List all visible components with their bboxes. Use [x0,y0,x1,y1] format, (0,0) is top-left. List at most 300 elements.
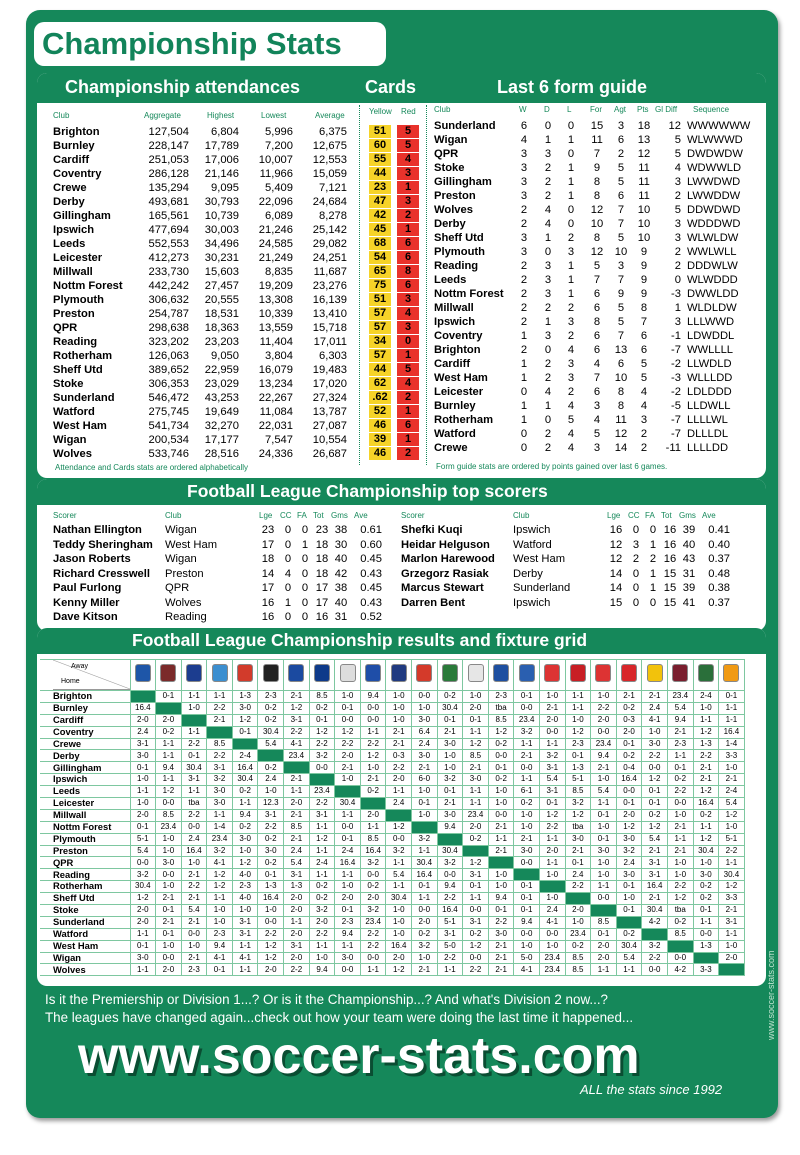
grid-result-cell: 1-1 [488,833,514,845]
grid-result-cell: 2-4 [719,786,745,798]
form-agt-cell: 6 [617,190,625,202]
club-crest-icon [212,664,228,682]
grid-result-cell: 5.4 [284,857,310,869]
att-highest-cell: 15,603 [204,266,239,278]
form-agt-cell: 10 [614,246,628,258]
scorer-stat: 30 [334,538,348,551]
yellow-card-count: 55 [369,153,391,166]
grid-result-cell: 2-0 [616,726,642,738]
scorer-stat: 0 [632,582,640,594]
scorer-column-6 [679,523,699,610]
form-diff-cell: 4 [674,162,681,174]
grid-diagonal-cell [540,881,566,893]
att-club-cell: Sheff Utd [53,364,103,376]
scorer-stat: 40 [334,553,348,565]
form-l-cell: 1 [567,176,575,188]
grid-result-cell: 5-0 [514,952,540,964]
att-average-cell: 8,278 [319,210,347,222]
club-crest-icon [284,660,310,691]
grid-result-cell: 1-2 [309,833,335,845]
form-pts-cell: 9 [640,260,648,272]
grid-home-club: Burnley [40,702,130,714]
form-agt-cell: 5 [617,316,625,328]
form-pts-cell: 9 [640,274,648,286]
att-club-cell: Leicester [53,252,103,264]
grid-result-cell: 2-0 [284,952,310,964]
grid-result-cell: 1-1 [335,869,361,881]
grid-result-cell: 1-1 [335,809,361,821]
form-club-cell: Reading [434,260,479,272]
grid-result-cell: 1-3 [693,940,719,952]
grid-row [40,762,744,774]
grid-result-cell: 2-0 [284,928,310,940]
grid-result-cell: 0-1 [591,833,617,845]
att-average-cell: 13,410 [312,308,347,320]
grid-result-cell: 2-2 [207,750,233,762]
scorer-stat: 15 [609,596,623,609]
scorer-stat: 0.48 [708,567,730,580]
grid-result-cell: 0-1 [616,905,642,917]
grid-result-cell: 3-3 [693,964,719,976]
att-highest-cell: 6,804 [211,126,239,138]
form-sequence-cell: DWDWDW [687,148,743,160]
grid-result-cell: 0-0 [667,952,693,964]
grid-row [40,952,744,964]
grid-result-cell: 2-0 [565,905,591,917]
scorer-header-5: Tot [313,511,324,520]
grid-row [40,905,744,917]
grid-result-cell: 30.4 [437,845,463,857]
form-for-cell: 8 [593,190,601,202]
scorer-column-6 [331,523,351,625]
form-sequence-cell: LDLDDD [687,386,732,398]
grid-result-cell: 0-2 [309,702,335,714]
scorers-title: Football League Championship top scorers [187,481,548,501]
grid-row [40,833,744,845]
grid-result-cell: 2-2 [667,881,693,893]
yellow-card-count: 57 [369,307,391,320]
yellow-card-count: 75 [369,279,391,292]
grid-result-cell: 16.4 [642,881,668,893]
grid-result-cell: 2.4 [616,857,642,869]
att-highest-cell: 23,203 [204,336,239,348]
form-d-cell: 3 [544,274,552,286]
form-for-cell: 15 [590,120,604,132]
form-l-cell: 1 [567,190,575,202]
grid-row [40,738,744,750]
form-title: Last 6 form guide [497,77,648,97]
scorer-stat: 15 [663,567,677,580]
scorer-stat: 31 [334,611,348,623]
grid-result-cell: 0-0 [156,952,182,964]
grid-result-cell: 2-0 [130,916,156,928]
grid-result-cell: 23.4 [540,964,566,976]
form-for-cell: 11 [591,134,603,146]
scorer-stat: 17 [261,582,275,594]
grid-home-club: Plymouth [40,833,130,845]
scorer-column-0 [401,523,511,610]
form-diff-cell: -1 [671,330,681,342]
scorer-column-1 [513,523,593,610]
att-aggregate-cell: 126,063 [148,350,189,362]
club-crest-icon [156,660,182,691]
form-club-column [434,119,520,455]
grid-result-cell: 1-1 [207,809,233,821]
att-aggregate-cell: 228,147 [148,140,189,152]
att-header-lowest: Lowest [261,111,287,120]
form-sequence-cell: WLDLDW [687,302,737,314]
att-average-cell: 15,059 [312,168,347,180]
form-sequence-cell: LLWDLD [687,358,732,370]
grid-result-cell: 1-1 [130,928,156,940]
grid-result-cell: 3-0 [207,786,233,798]
grid-result-cell: 4-1 [514,964,540,976]
club-crest-icon [540,660,566,691]
scorer-name: Richard Cresswell [53,567,151,580]
grid-result-cell: 0-1 [335,905,361,917]
form-sequence-cell: LWWDWD [687,176,741,188]
grid-diagonal-cell [232,738,258,750]
grid-result-cell: 30.4 [181,762,207,774]
grid-result-cell: 1-0 [386,905,412,917]
scorer-stat: 23 [315,524,329,536]
grid-result-cell: 0-0 [412,691,438,703]
grid-result-cell: 0-1 [130,940,156,952]
form-agt-cell: 6 [617,134,625,146]
grid-result-cell: 2-2 [360,738,386,750]
grid-result-cell: 2-2 [540,821,566,833]
grid-row [40,798,744,810]
form-diff-cell: -7 [671,428,681,440]
form-header-l: L [567,105,572,114]
scorer-stat: 0 [301,611,309,623]
form-sequence-cell: DWWLDD [687,288,739,300]
grid-result-cell: 9.4 [360,691,386,703]
scorer-stat: 1 [301,538,309,551]
grid-diagonal-cell [667,940,693,952]
scorer-header-0: Scorer [401,511,425,520]
club-crest-icon [391,664,407,682]
scorers-panel [37,479,766,631]
grid-result-cell: 16.4 [335,857,361,869]
grid-home-club: West Ham [40,940,130,952]
grid-result-cell: 0-1 [514,881,540,893]
club-crest-icon [698,664,714,682]
scorer-stat: 0 [649,596,657,609]
scorer-header-6: Gms [331,511,348,520]
grid-result-cell: 0-3 [386,750,412,762]
club-crest-icon [232,660,258,691]
grid-result-cell: 30.4 [386,893,412,905]
grid-diagonal-cell [514,869,540,881]
scorer-header-4: FA [645,511,655,520]
form-header-agt: Agt [614,105,627,114]
grid-result-cell: 8.5 [565,952,591,964]
grid-result-cell: 0-1 [258,869,284,881]
form-l-cell: 2 [567,330,575,342]
scorer-stat: 0 [301,596,309,609]
grid-result-cell: 1-1 [232,798,258,810]
grid-result-cell: 1-0 [412,952,438,964]
grid-result-cell: 2.4 [284,845,310,857]
grid-result-cell: 0-0 [616,786,642,798]
att-lowest-cell: 19,209 [258,280,293,292]
grid-result-cell: 1-1 [284,916,310,928]
att-lowest-cell: 3,804 [265,350,293,362]
grid-result-cell: 16.4 [412,869,438,881]
form-pts-cell: 18 [637,120,651,132]
grid-result-cell: 1-0 [156,940,182,952]
form-club-cell: West Ham [434,372,488,384]
att-lowest-cell: 11,404 [259,336,293,348]
grid-result-cell: 3-2 [437,774,463,786]
grid-result-cell: 3-2 [412,833,438,845]
form-for-cell: 4 [593,414,601,426]
form-pts-cell: 11 [638,162,650,174]
grid-result-cell: 2-1 [181,869,207,881]
grid-row [40,881,744,893]
club-crest-icon [565,660,591,691]
form-diff-cell: 5 [674,148,681,160]
form-d-cell: 0 [544,246,552,258]
grid-result-cell: 0-3 [616,714,642,726]
grid-result-cell: 1-1 [232,940,258,952]
grid-result-cell: 0-0 [463,952,489,964]
scorer-stat: 16 [663,538,677,551]
grid-result-cell: 16.4 [232,762,258,774]
grid-result-cell: 0-2 [258,702,284,714]
form-header-gldiff: Gl Diff [655,105,678,114]
att-average-column [297,125,347,461]
att-aggregate-cell: 546,472 [148,392,189,404]
grid-result-cell: 1-1 [156,750,182,762]
side-url: www.soccer-stats.com [766,950,776,1040]
form-w-column [516,119,532,455]
grid-result-cell: 1-0 [565,916,591,928]
grid-result-cell: 2-0 [616,809,642,821]
att-average-cell: 16,139 [312,294,347,306]
scorer-column-0 [53,523,163,625]
scorer-stat: 18 [315,553,329,565]
grid-result-cell: 1-0 [591,774,617,786]
att-club-cell: Millwall [53,266,93,278]
scorer-stat: 0 [301,567,309,580]
grid-result-cell: 30.4 [232,774,258,786]
scorer-name: Shefki Kuqi [401,524,463,536]
grid-result-cell: 3-0 [232,833,258,845]
att-club-cell: Ipswich [53,224,95,236]
att-lowest-cell: 24,585 [258,238,293,250]
grid-diagonal-cell [591,905,617,917]
form-l-cell: 0 [567,120,575,132]
page-title: Championship Stats [34,22,386,66]
grid-result-cell: 1-1 [693,821,719,833]
grid-result-cell: 1-0 [437,762,463,774]
club-crest-icon [314,664,330,682]
scorer-stat: Wigan [165,524,197,536]
grid-result-cell: 2.4 [181,833,207,845]
grid-result-cell: 1-2 [232,857,258,869]
grid-result-cell: 0-1 [488,762,514,774]
form-diff-cell: 3 [674,232,681,244]
form-for-cell: 8 [593,232,601,244]
grid-result-cell: 5.4 [719,798,745,810]
scorer-stat: 0 [632,524,640,536]
att-lowest-cell: 7,547 [265,434,293,446]
scorer-stat: Wigan [165,553,197,565]
grid-result-cell: 3-1 [642,869,668,881]
form-for-column [587,119,607,455]
grid-result-cell: 0-2 [258,857,284,869]
grid-diagonal-cell [284,762,310,774]
scorer-stat: 38 [334,524,348,536]
att-club-cell: Leeds [53,238,86,250]
grid-result-cell: 2-1 [412,762,438,774]
grid-result-cell: 3-1 [232,916,258,928]
grid-result-cell: 5.4 [642,833,668,845]
att-aggregate-cell: 233,730 [148,266,189,278]
scorer-stat: 0.52 [360,611,382,623]
grid-result-cell: 3-3 [719,750,745,762]
club-crest-icon [412,660,438,691]
grid-result-cell: 1-0 [719,940,745,952]
grid-result-cell: 2-2 [258,821,284,833]
grid-result-cell: 30.4 [616,940,642,952]
att-lowest-column [245,125,293,461]
form-w-cell: 4 [520,134,528,146]
grid-home-club: Sunderland [40,916,130,928]
form-club-cell: Stoke [434,162,465,174]
grid-result-cell: 9.4 [591,750,617,762]
att-aggregate-cell: 200,534 [148,434,189,446]
form-for-cell: 6 [593,302,601,314]
grid-result-cell: 2-2 [642,750,668,762]
scorer-stat: 0.37 [708,596,730,609]
form-agt-cell: 5 [617,176,625,188]
form-pts-cell: 10 [637,218,651,230]
grid-result-cell: 0-2 [309,893,335,905]
grid-result-cell: 1-1 [540,857,566,869]
form-diff-cell: 2 [674,190,681,202]
grid-result-cell: 1-0 [667,869,693,881]
grid-result-cell: 0-0 [386,833,412,845]
grid-result-cell: 23.4 [156,821,182,833]
grid-result-cell: 1-2 [719,881,745,893]
grid-result-cell: 0-2 [360,786,386,798]
grid-result-cell: 3-0 [437,809,463,821]
att-average-cell: 26,687 [312,448,347,460]
scorer-stat: 16 [663,553,677,565]
grid-result-cell: 1-0 [207,905,233,917]
yellow-card-count: 52 [369,405,391,418]
grid-result-cell: 2-1 [463,762,489,774]
form-pts-cell: 4 [640,400,648,412]
grid-result-cell: 30.4 [335,798,361,810]
form-sequence-cell: LWWDDW [687,190,741,202]
grid-result-cell: 0-0 [591,726,617,738]
scorer-name: Jason Roberts [53,553,131,565]
scorer-header-2: Lge [607,511,621,520]
grid-result-cell: 1-2 [258,952,284,964]
att-aggregate-cell: 254,787 [148,308,189,320]
form-agt-cell: 7 [617,330,625,342]
grid-result-cell: 2-3 [207,928,233,940]
red-card-count: 6 [397,419,419,432]
grid-row [40,845,744,857]
red-card-count: 2 [397,209,419,222]
grid-result-cell: 5-1 [130,833,156,845]
scorer-stat: 18 [261,553,275,565]
yellow-card-count: 44 [369,167,391,180]
grid-result-cell: 2-1 [360,774,386,786]
grid-result-cell: 1-2 [565,726,591,738]
form-pts-cell: 4 [640,386,648,398]
grid-result-cell: 2.4 [412,738,438,750]
scorer-header-7: Ave [354,511,368,520]
grid-result-cell: 2-0 [386,952,412,964]
att-club-cell: Burnley [53,140,95,152]
grid-result-cell: 0-2 [412,928,438,940]
red-card-count: 0 [397,335,419,348]
form-diff-cell: 5 [674,204,681,216]
grid-result-cell: 0-2 [667,916,693,928]
grid-result-cell: 23.4 [284,750,310,762]
att-lowest-cell: 8,835 [265,266,293,278]
att-average-cell: 17,020 [312,378,347,390]
grid-result-cell: 0-0 [591,893,617,905]
form-agt-cell: 11 [615,414,627,426]
scorer-stat: 0 [301,553,309,565]
grid-result-cell: 1-2 [565,809,591,821]
att-aggregate-cell: 275,745 [148,406,189,418]
club-crest-icon [186,664,202,682]
grid-result-cell: 1-1 [463,798,489,810]
scorer-column-2 [259,523,277,625]
scorer-stat: 0.37 [708,553,730,565]
grid-result-cell: 5-0 [437,940,463,952]
club-crest-icon [642,660,668,691]
att-average-cell: 6,375 [319,126,347,138]
form-club-cell: Brighton [434,344,481,356]
website-url[interactable]: www.soccer-stats.com [78,1027,640,1085]
scorer-stat: 39 [682,582,696,594]
grid-result-cell: 2-1 [540,702,566,714]
grid-result-cell: 1-1 [386,857,412,869]
grid-home-club: Wigan [40,952,130,964]
form-for-cell: 9 [593,162,601,174]
yellow-card-count: 34 [369,335,391,348]
grid-result-cell: 5.4 [540,774,566,786]
grid-result-cell: 1-1 [540,833,566,845]
scorer-stat: 1 [649,538,657,551]
form-l-cell: 3 [567,316,575,328]
grid-result-cell: 4-1 [284,738,310,750]
grid-result-cell: 4-2 [667,964,693,976]
form-for-cell: 6 [593,330,601,342]
club-crest-icon [463,660,489,691]
grid-result-cell: 23.4 [540,952,566,964]
grid-home-club: Reading [40,869,130,881]
grid-result-cell: 1-0 [130,774,156,786]
scorer-header-1: Club [165,511,182,520]
grid-result-cell: 1-0 [156,845,182,857]
att-average-cell: 7,121 [319,182,347,194]
att-highest-column [193,125,239,461]
grid-result-cell: 3-0 [642,738,668,750]
form-club-cell: Sunderland [434,120,496,132]
club-crest-icon [288,664,304,682]
form-d-cell: 0 [544,414,552,426]
